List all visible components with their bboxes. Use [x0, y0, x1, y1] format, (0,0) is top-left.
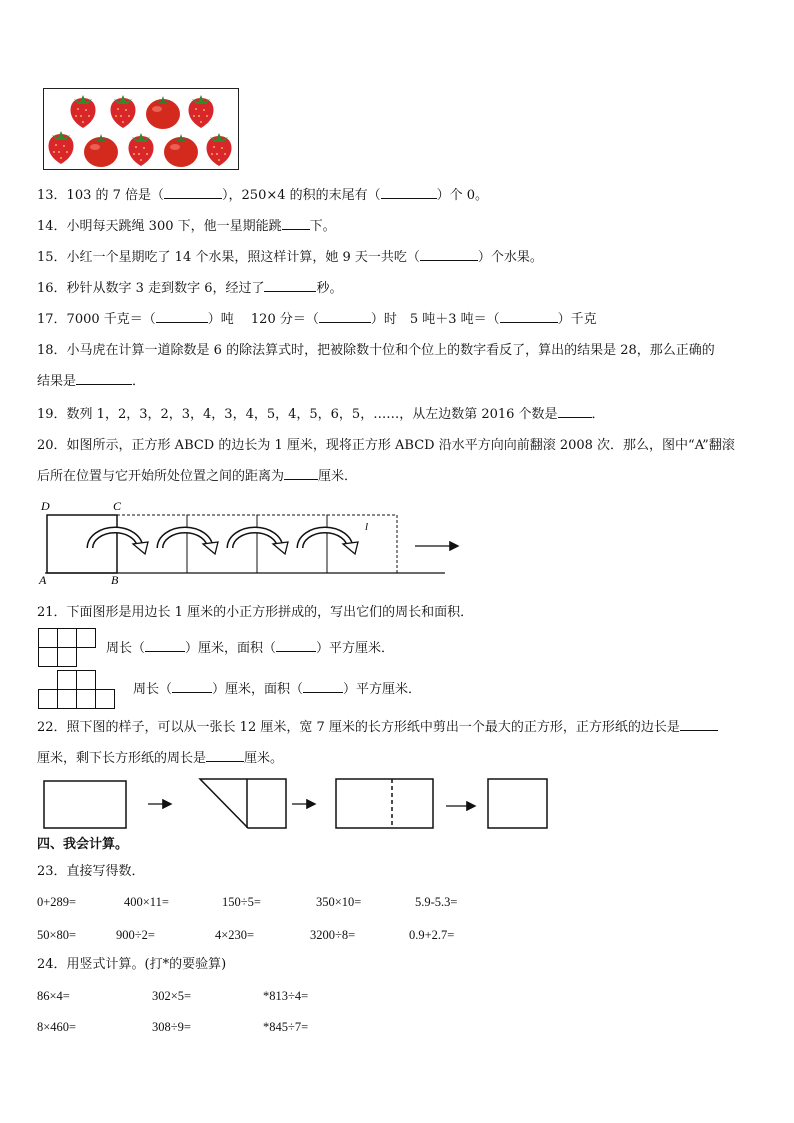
square-abcd: [47, 515, 117, 573]
label-c: C: [113, 499, 122, 513]
calc-item: *813÷4=: [263, 989, 309, 1003]
question-14: 14．小明每天跳绳 300 下，他一星期能跳 下。: [37, 219, 336, 234]
calc-item: 308÷9=: [152, 1020, 191, 1034]
calc-item: 0.9+2.7=: [409, 928, 455, 942]
question-20: 20．如图所示，正方形 ABCD 的边长为 1 厘米，现将正方形 ABCD 沿水平方向向前翻滚 2008 次．那么，图中“A”翻滚: [37, 438, 735, 453]
question-16: 16．秒针从数字 3 走到数字 6，经过了 秒。: [37, 281, 343, 296]
answer-blank[interactable]: [558, 417, 592, 418]
shape-b: [38, 670, 118, 710]
calc-item: 900÷2=: [116, 928, 155, 942]
question-21: 21．下面图形是用边长 1 厘米的小正方形拼成的，写出它们的周长和面积．: [37, 605, 474, 620]
calc-item: 5.9-5.3=: [415, 895, 458, 909]
paper-cut-figure: [42, 776, 552, 832]
question-18: 18．小马虎在计算一道除数是 6 的除法算式时，把被除数十位和个位上的数字看反了，算出的结果是 28，那么正确的: [37, 343, 715, 358]
section-four-heading: 四、我会计算。: [37, 837, 129, 852]
question-15: 15．小红一个星期吃了 14 个水果，照这样计算，她 9 天一共吃（ ）个水果。: [37, 250, 543, 265]
answer-blank[interactable]: [284, 479, 318, 480]
answer-blank[interactable]: [420, 260, 478, 261]
answer-blank[interactable]: [276, 651, 316, 652]
roll-arrows: [90, 530, 358, 554]
answer-blank[interactable]: [381, 198, 437, 199]
question-13: 13．103 的 7 倍是（ ），250×4 的积的末尾有（ ）个 0。: [37, 188, 489, 203]
answer-blank[interactable]: [303, 692, 343, 693]
label-b: B: [111, 573, 119, 587]
question-22-line2: 厘米，剩下长方形纸的周长是 厘米。: [37, 751, 284, 766]
question-23: 23．直接写得数．: [37, 864, 145, 879]
calc-item: 400×11=: [124, 895, 169, 909]
answer-blank[interactable]: [76, 384, 132, 385]
calc-item: 302×5=: [152, 989, 192, 1003]
question-17: 17．7000 千克＝（ ）吨 120 分＝（ ）时 5 吨＋3 吨＝（ ）千克: [37, 312, 597, 327]
calc-item: 150÷5=: [222, 895, 261, 909]
label-a: A: [39, 573, 47, 587]
answer-blank[interactable]: [156, 322, 208, 323]
calc-item: 86×4=: [37, 989, 70, 1003]
question-18-line2: 结果是 ．: [37, 374, 146, 389]
question-21-row-b: 周长（ ）厘米，面积（ ）平方厘米．: [133, 682, 422, 697]
question-22: 22．照下图的样子，可以从一张长 12 厘米，宽 7 厘米的长方形纸中剪出一个最大的正方形，正方形纸的边长是: [37, 719, 718, 737]
calc-item: 3200÷8=: [310, 928, 356, 942]
answer-blank[interactable]: [282, 229, 310, 230]
calc-item: 350×10=: [316, 895, 362, 909]
calc-item: 8×460=: [37, 1020, 77, 1034]
fruit-picture: [43, 88, 239, 170]
calc-item: *845÷7=: [263, 1020, 309, 1034]
question-21-row-a: 周长（ ）厘米，面积（ ）平方厘米．: [106, 641, 395, 656]
label-d: D: [41, 499, 50, 513]
rolling-square-figure: [35, 498, 465, 588]
answer-blank[interactable]: [164, 198, 222, 199]
question-24: 24．用竖式计算。(打*的要验算): [37, 957, 227, 972]
question-20-line2: 后所在位置与它开始所处位置之间的距离为 厘米．: [37, 469, 358, 484]
answer-blank[interactable]: [264, 291, 316, 292]
answer-blank[interactable]: [145, 651, 185, 652]
calc-item: 50×80=: [37, 928, 77, 942]
shape-a: [38, 628, 98, 668]
calc-item: 4×230=: [215, 928, 255, 942]
question-19: 19．数列 1，2，3，2，3，4，3，4，5，4，5，6，5，……，从左边数第 2016 个数是 ．: [37, 407, 605, 422]
handwritten-mark: l: [365, 521, 369, 533]
calc-item: 0+289=: [37, 895, 77, 909]
answer-blank[interactable]: [206, 761, 244, 762]
answer-blank[interactable]: [172, 692, 212, 693]
answer-blank[interactable]: [680, 730, 718, 731]
answer-blank[interactable]: [500, 322, 558, 323]
answer-blank[interactable]: [319, 322, 371, 323]
